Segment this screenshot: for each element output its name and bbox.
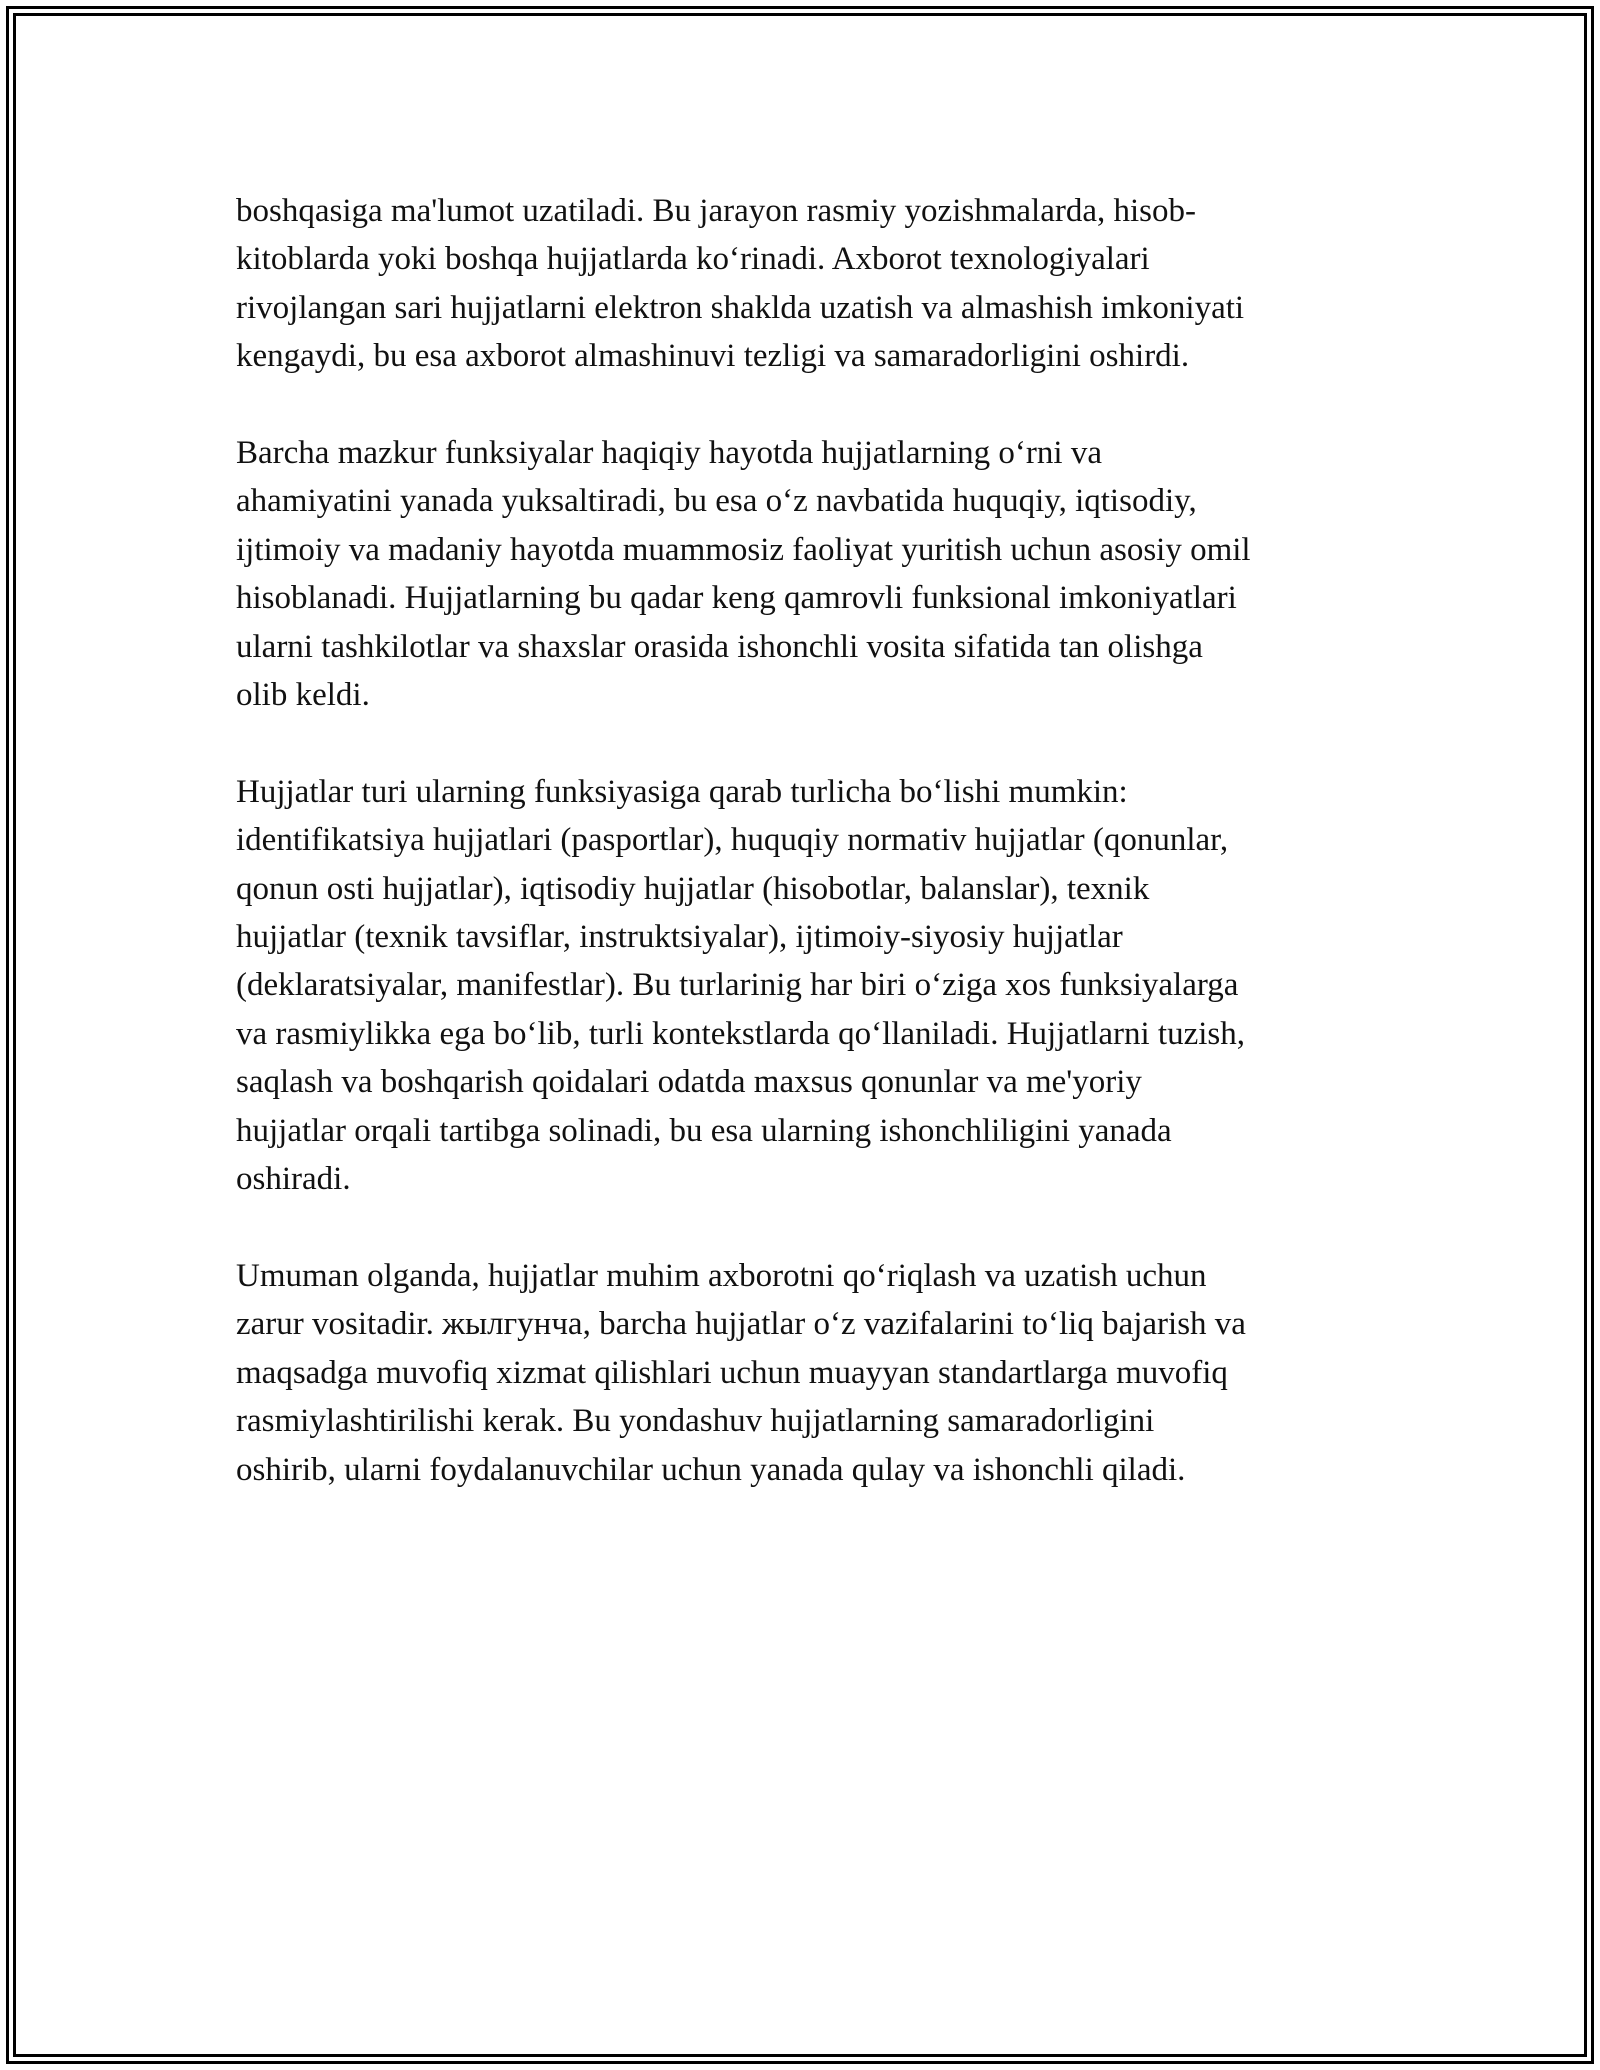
text-line: olib keldi. [236,677,370,714]
text-line: oshirib, ularni foydalanuvchilar uchun yanada qulay va ishonchli qiladi. [236,1451,1186,1488]
paragraph [236,1252,1376,1494]
text-line: va rasmiylikka ega bo‘lib, turli kontekstlarda qo‘llaniladi. Hujjatlarni tuzish, [236,1015,1245,1052]
text-line: kitoblarda yoki boshqa hujjatlarda ko‘rinadi. Axborot texnologiyalari [236,241,1150,278]
text-line: rasmiylashtirilishi kerak. Bu yondashuv hujjatlarning samaradorligini [236,1403,1155,1440]
text-line: (deklaratsiyalar, manifestlar). Bu turlarinig har biri o‘ziga xos funksiyalarga [236,967,1239,1004]
text-line: boshqasiga ma'lumot uzatiladi. Bu jarayon rasmiy yozishmalarda, hisob- [236,193,1196,229]
text-line: zarur vositadir. жылгунча, barcha hujjatlar o‘z vazifalarini to‘liq bajarish va [236,1306,1246,1343]
text-line: kengaydi, bu esa axborot almashinuvi tezligi va samaradorligini oshirdi. [236,338,1190,375]
text-line: maqsadga muvofiq xizmat qilishlari uchun muayyan standartlarga muvofiq [236,1354,1228,1391]
text-line: Barcha mazkur funksiyalar haqiqiy hayotda hujjatlarning o‘rni va [236,435,1102,472]
text-line: ijtimoiy va madaniy hayotda muammosiz faoliyat yuritish uchun asosiy omil [236,531,1251,568]
text-line: oshiradi. [236,1161,351,1198]
text-line: hujjatlar orqali tartibga solinadi, bu esa ularning ishonchliligini yanada [236,1112,1172,1149]
text-line: ahamiyatini yanada yuksaltiradi, bu esa o‘z navbatida huquqiy, iqtisodiy, [236,483,1197,520]
text-line: saqlash va boshqarish qoidalari odatda maxsus qonunlar va me'yoriy [236,1064,1142,1101]
paragraph [236,429,1376,719]
document-body [236,187,1376,1542]
text-line: rivojlangan sari hujjatlarni elektron shaklda uzatish va almashish imkoniyati [236,289,1245,326]
text-line: hujjatlar (texnik tavsiflar, instruktsiyalar), ijtimoiy-siyosiy hujjatlar [236,919,1123,956]
text-line: Hujjatlar turi ularning funksiyasiga qarab turlicha bo‘lishi mumkin: [236,773,1128,810]
text-line: hisoblanadi. Hujjatlarning bu qadar keng qamrovli funksional imkoniyatlari [236,580,1237,617]
text-line: qonun osti hujjatlar), iqtisodiy hujjatlar (hisobotlar, balanslar), texnik [236,870,1150,907]
text-line: identifikatsiya hujjatlari (pasportlar), huquqiy normativ hujjatlar (qonunlar, [236,822,1229,859]
paragraph [236,768,1376,1204]
text-line: Umuman olganda, hujjatlar muhim axborotni qo‘riqlash va uzatish uchun [236,1257,1207,1294]
text-line: ularni tashkilotlar va shaxslar orasida ishonchli vosita sifatida tan olishga [236,628,1203,665]
paragraph [236,187,1376,381]
